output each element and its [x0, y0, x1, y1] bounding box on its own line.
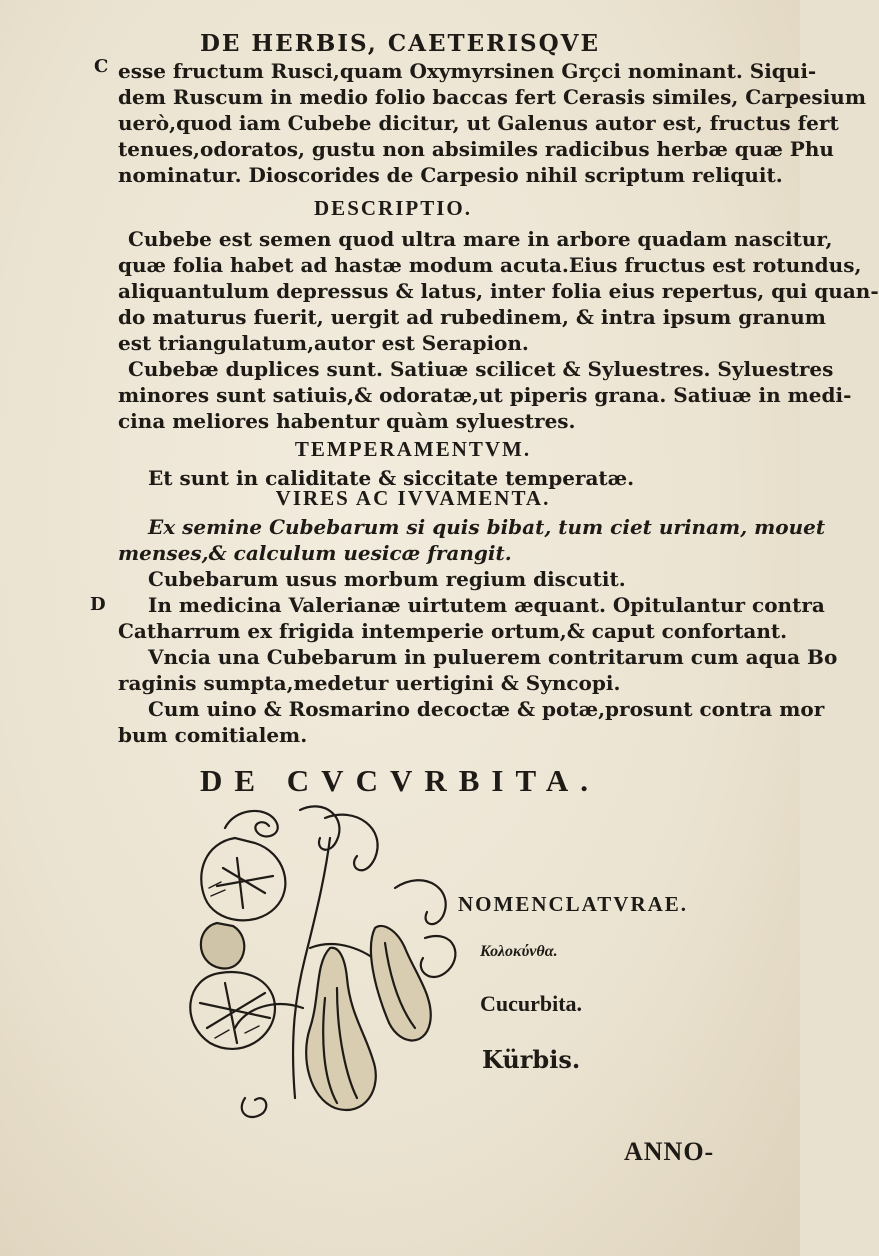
- text-line: Et sunt in caliditate & siccitate temperatæ.: [148, 466, 635, 490]
- text-line: quæ folia habet ad hastæ modum acuta.Eius fructus est rotundus,: [118, 253, 862, 277]
- text-line: Catharrum ex frigida intemperie ortum,& caput confortant.: [118, 619, 788, 643]
- text-line: bum comitialem.: [118, 723, 308, 747]
- text-line: nominatur. Dioscorides de Carpesio nihil scriptum reliquit.: [118, 163, 783, 187]
- latin-name: Cucurbita.: [480, 991, 583, 1016]
- section-heading-vires: VIRES AC IVVAMENTA.: [275, 486, 551, 510]
- text-line: cina meliores habentur quàm syluestres.: [118, 409, 576, 433]
- text-line: raginis sumpta,medetur uertigini & Syncopi.: [118, 671, 621, 695]
- text-line: tenues,odoratos, gustu non absimiles radicibus herbæ quæ Phu: [118, 137, 834, 161]
- text-line: uerò,quod iam Cubebe dicitur, ut Galenus autor est, fructus fert: [118, 111, 839, 135]
- text-line: Vncia una Cubebarum in puluerem contritarum cum aqua Bo: [148, 645, 838, 669]
- text-line: Cubebæ duplices sunt. Satiuæ scilicet & Syluestres. Syluestres: [128, 357, 834, 381]
- catchword: ANNO-: [624, 1137, 715, 1166]
- section-heading-temperamentum: TEMPERAMENTVM.: [294, 437, 532, 461]
- text-line: Cum uino & Rosmarino decoctæ & potæ,prosunt contra mor: [148, 697, 825, 721]
- running-head: DE HERBIS, CAETERISQVE: [199, 30, 601, 57]
- nomenclature-block: [458, 892, 688, 1074]
- text-line: Cubebarum usus morbum regium discutit.: [148, 567, 626, 591]
- text-line: est triangulatum,autor est Serapion.: [118, 331, 529, 355]
- text-line: Cubebe est semen quod ultra mare in arbore quadam nascitur,: [128, 227, 833, 251]
- german-name: Kürbis.: [482, 1045, 581, 1074]
- nomenclature-heading: NOMENCLATVRAE.: [458, 892, 689, 916]
- text-line: do maturus fuerit, uergit ad rubedinem, & intra ipsum granum: [118, 305, 826, 329]
- margin-letter-c: C: [94, 56, 109, 77]
- text-line: dem Ruscum in medio folio baccas fert Cerasis similes, Carpesium: [118, 85, 866, 109]
- text-line: Ex semine Cubebarum si quis bibat, tum ciet urinam, mouet: [148, 515, 826, 539]
- text-line: menses,& calculum uesicæ frangit.: [118, 541, 512, 565]
- text-line: aliquantulum depressus & latus, inter folia eius repertus, qui quan-: [118, 279, 879, 303]
- text-line: In medicina Valerianæ uirtutem æquant. Opitulantur contra: [148, 593, 825, 617]
- section-heading-descriptio: DESCRIPTIO.: [314, 196, 472, 220]
- chapter-title: DE CVCVRBITA.: [199, 763, 600, 798]
- text-line: minores sunt satiuis,& odoratæ,ut piperis grana. Satiuæ in medi-: [118, 383, 852, 407]
- text-line: esse fructum Rusci,quam Oxymyrsinen Grçci nominant. Siqui-: [118, 59, 817, 83]
- gourd-plant-woodcut: [125, 798, 470, 1128]
- margin-letter-d: D: [90, 594, 106, 615]
- greek-name: Κολοκύνθα.: [480, 943, 558, 960]
